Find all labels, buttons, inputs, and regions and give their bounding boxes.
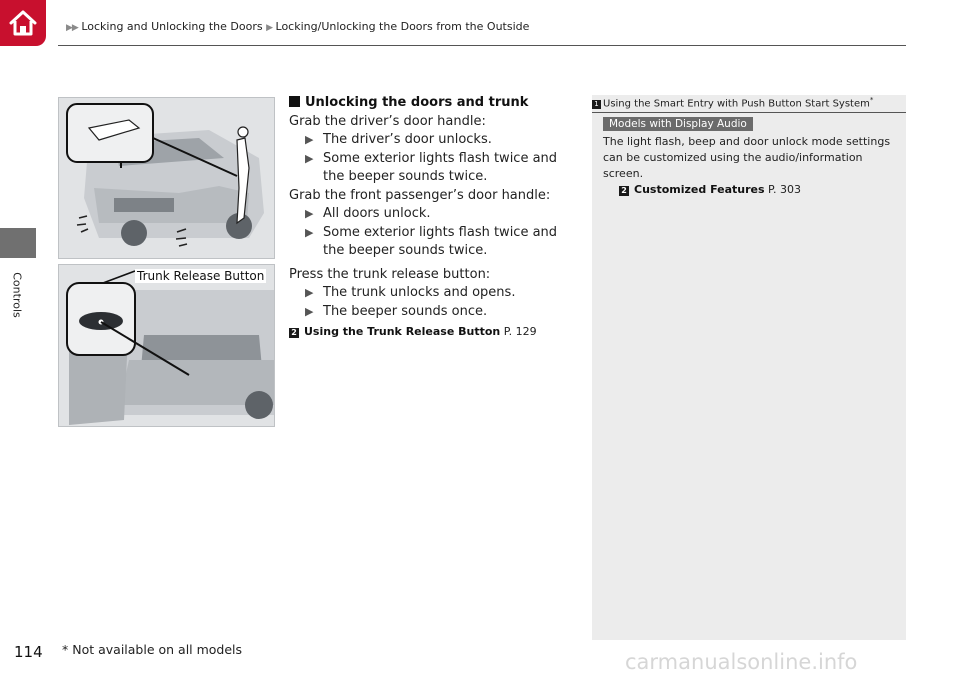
breadcrumb-arrow-icon: ▶ — [266, 23, 273, 33]
cross-reference-icon: 2 — [619, 186, 629, 196]
cross-reference-features[interactable] — [619, 182, 898, 198]
truck-front-illustration — [59, 98, 275, 259]
breadcrumb-link-doors[interactable]: Locking and Unlocking the Doors — [81, 20, 263, 33]
result-arrow-icon: ▶ — [305, 151, 314, 165]
note-number-icon: 1 — [592, 100, 601, 109]
section-title — [289, 94, 579, 113]
result-arrow-icon: ▶ — [305, 286, 314, 299]
chapter-tab[interactable] — [0, 228, 36, 258]
footnote: * Not available on all models — [62, 642, 243, 657]
section-square-icon — [289, 96, 300, 107]
cross-reference-icon: 2 — [289, 328, 299, 338]
cross-reference-page: P. 129 — [503, 325, 537, 338]
breadcrumb-current: Locking/Unlocking the Doors from the Outside — [275, 20, 530, 33]
result-arrow-icon: ▶ — [305, 225, 314, 239]
chapter-label — [2, 265, 32, 325]
result-arrow-icon: ▶ — [305, 133, 314, 146]
result-arrow-icon: ▶ — [305, 207, 314, 220]
cross-reference-trunk[interactable] — [289, 323, 579, 342]
breadcrumb-arrow-icon: ▶▶ — [66, 23, 78, 33]
figure-trunk-release — [58, 264, 275, 427]
truck-bed-illustration — [59, 265, 275, 427]
result-arrow-icon: ▶ — [305, 304, 314, 318]
page-number: 114 — [14, 643, 43, 661]
figure-door-handle — [58, 97, 275, 259]
result-text: The beeper sounds once. — [323, 303, 488, 319]
watermark: carmanualsonline.info — [625, 650, 858, 674]
instruction-trunk: Press the trunk release button: — [289, 266, 491, 282]
result-text: Some exterior lights flash twice and the beeper sounds twice. — [323, 150, 558, 184]
instruction-passenger: Grab the front passenger’s door handle: — [289, 187, 551, 203]
note-title — [592, 96, 906, 113]
trunk-release-caption: Trunk Release Button — [137, 269, 265, 283]
note-body-text: The light flash, beep and door unlock mode settings can be customized using the audio/information screen. — [603, 135, 891, 180]
result-item — [305, 150, 579, 187]
note-title-mark: * — [869, 96, 874, 104]
instruction-driver: Grab the driver’s door handle: — [289, 113, 486, 129]
result-item — [305, 224, 579, 261]
note-body — [603, 134, 898, 198]
result-text: The trunk unlocks and opens. — [323, 285, 516, 300]
cross-reference-label[interactable]: Using the Trunk Release Button — [304, 325, 501, 338]
chapter-label-text: Controls — [10, 272, 24, 318]
cross-reference-label[interactable]: Customized Features — [634, 183, 765, 196]
side-note-panel — [592, 95, 906, 640]
result-item — [305, 284, 579, 303]
model-badge: Models with Display Audio — [603, 117, 753, 131]
section-title-text: Unlocking the doors and trunk — [305, 95, 529, 110]
header-divider — [58, 45, 906, 46]
main-content — [289, 94, 579, 342]
home-button[interactable] — [0, 0, 46, 46]
result-item — [305, 131, 579, 150]
result-text: The driver’s door unlocks. — [323, 132, 492, 147]
note-title-text: Using the Smart Entry with Push Button Start System — [603, 98, 870, 110]
result-item — [305, 303, 579, 322]
result-text: All doors unlock. — [323, 206, 431, 221]
home-icon — [7, 7, 39, 39]
breadcrumb — [66, 20, 529, 33]
result-text: Some exterior lights flash twice and the beeper sounds twice. — [323, 224, 558, 258]
cross-reference-page: P. 303 — [768, 183, 801, 196]
result-item — [305, 205, 579, 224]
